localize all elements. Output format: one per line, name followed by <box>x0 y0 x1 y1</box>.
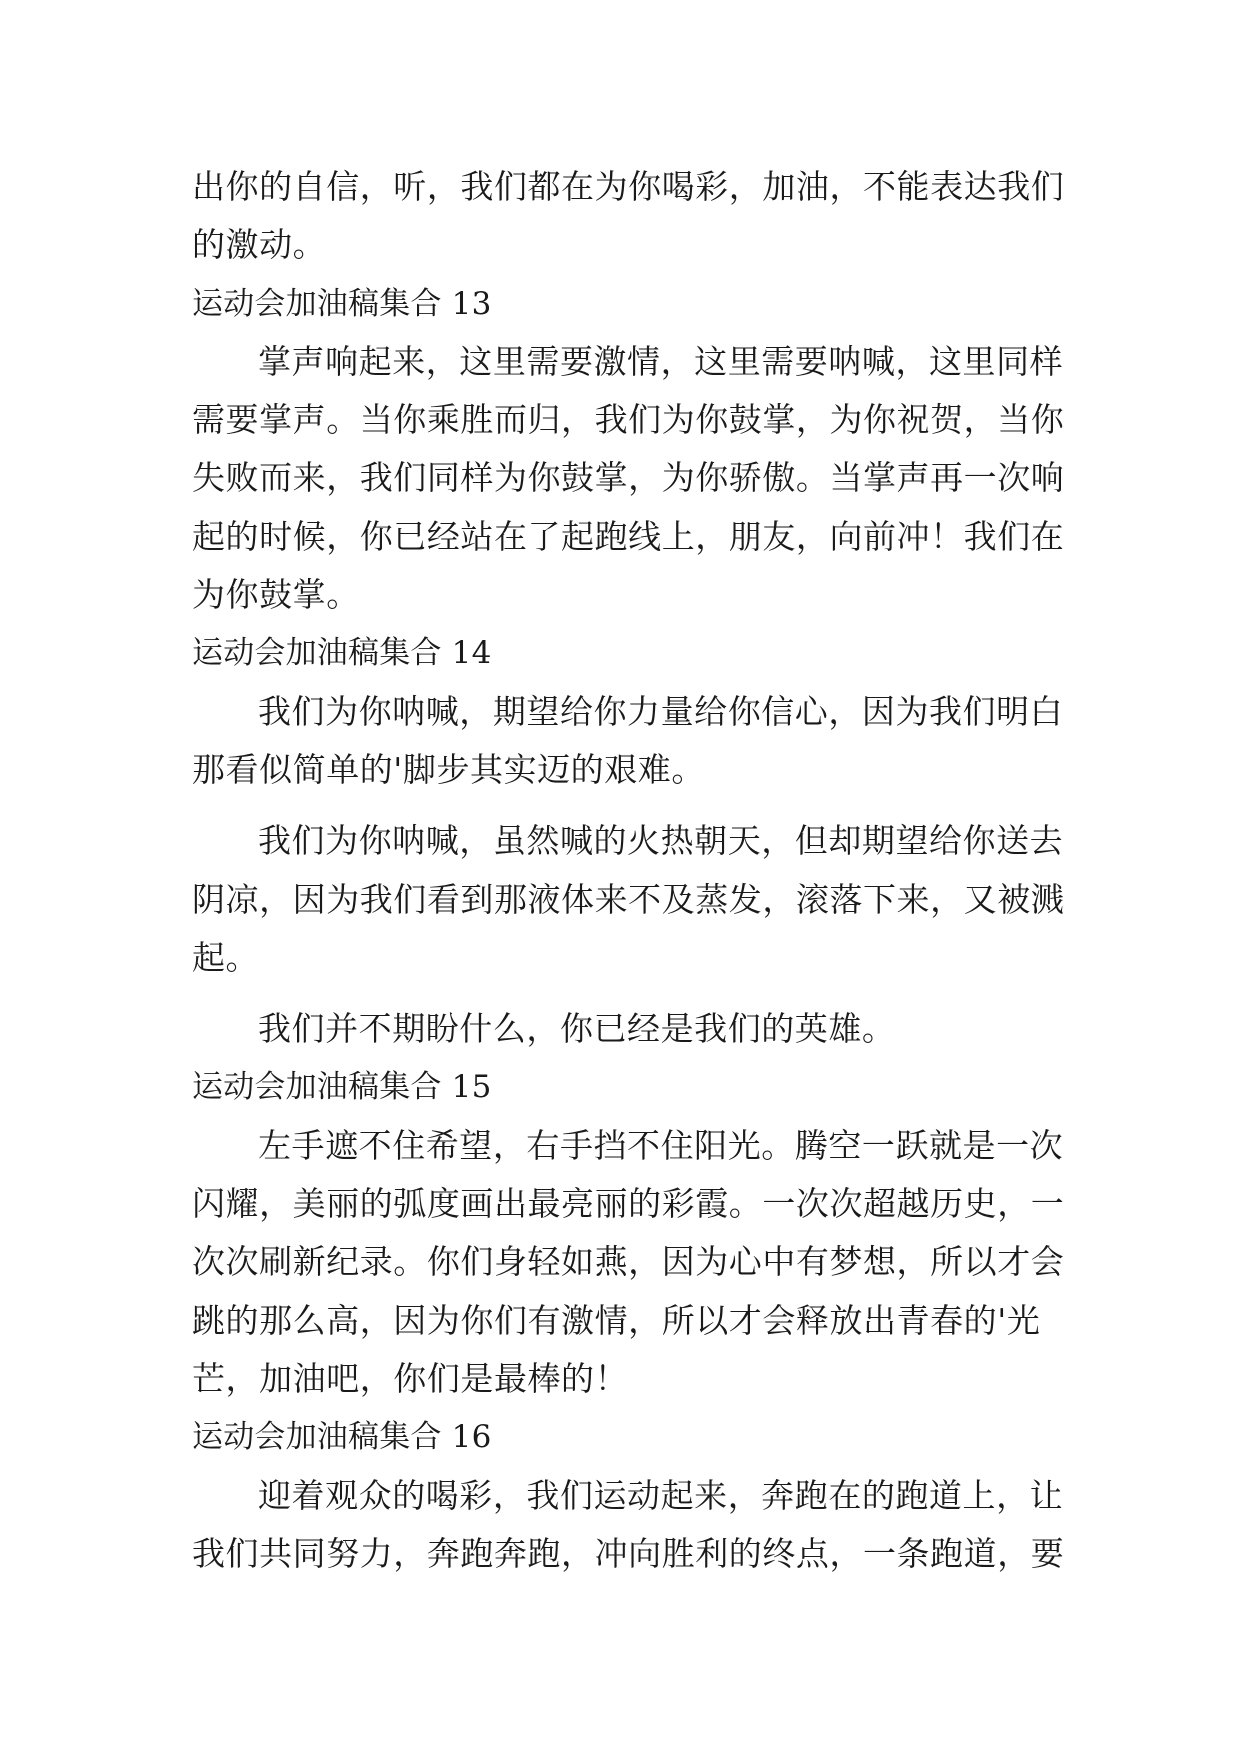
paragraph-line: 掌声响起来，这里需要激情，这里需要呐喊，这里同样 <box>258 341 1064 381</box>
paragraph-line: 跳的那么高，因为你们有激情，所以才会释放出青春的'光 <box>192 1300 1041 1340</box>
paragraph-line: 我们为你呐喊，期望给你力量给你信心，因为我们明白 <box>258 691 1064 731</box>
paragraph-line: 我们并不期盼什么，你已经是我们的英雄。 <box>258 1009 896 1049</box>
paragraph-line: 芒，加油吧，你们是最棒的！ <box>192 1358 629 1398</box>
paragraph-line: 迎着观众的喝彩，我们运动起来，奔跑在的跑道上，让 <box>258 1475 1064 1515</box>
paragraph-line: 阴凉，因为我们看到那液体来不及蒸发，滚落下来，又被溅 <box>192 879 1065 919</box>
paragraph-line: 闪耀，美丽的弧度画出最亮丽的彩霞。一次次超越历史，一 <box>192 1184 1065 1224</box>
paragraph-line: 起的时候，你已经站在了起跑线上，朋友，向前冲！我们在 <box>192 516 1065 556</box>
document-body <box>192 158 1065 1583</box>
section-heading-15: 运动会加油稿集合 15 <box>192 1069 492 1106</box>
paragraph-line: 起。 <box>192 937 260 977</box>
paragraph-line: 左手遮不住希望，右手挡不住阳光。腾空一跃就是一次 <box>258 1125 1064 1165</box>
paragraph-line: 那看似简单的'脚步其实迈的艰难。 <box>192 749 705 789</box>
paragraph-line: 我们共同努力，奔跑奔跑，冲向胜利的终点，一条跑道，要 <box>192 1533 1065 1573</box>
paragraph-line: 需要掌声。当你乘胜而归，我们为你鼓掌，为你祝贺，当你 <box>192 400 1065 440</box>
paragraph-line: 出你的自信，听，我们都在为你喝彩，加油，不能表达我们 <box>192 167 1065 206</box>
section-heading-16: 运动会加油稿集合 16 <box>192 1419 492 1456</box>
section-heading-14: 运动会加油稿集合 14 <box>192 635 492 672</box>
paragraph-line: 失败而来，我们同样为你鼓掌，为你骄傲。当掌声再一次响 <box>192 458 1065 498</box>
paragraph-line: 为你鼓掌。 <box>192 575 360 615</box>
paragraph-line: 的激动。 <box>192 225 327 265</box>
paragraph-line: 次次刷新纪录。你们身轻如燕，因为心中有梦想，所以才会 <box>192 1242 1065 1282</box>
paragraph-line: 我们为你呐喊，虽然喊的火热朝天，但却期望给你送去 <box>258 821 1064 861</box>
section-heading-13: 运动会加油稿集合 13 <box>192 285 492 322</box>
